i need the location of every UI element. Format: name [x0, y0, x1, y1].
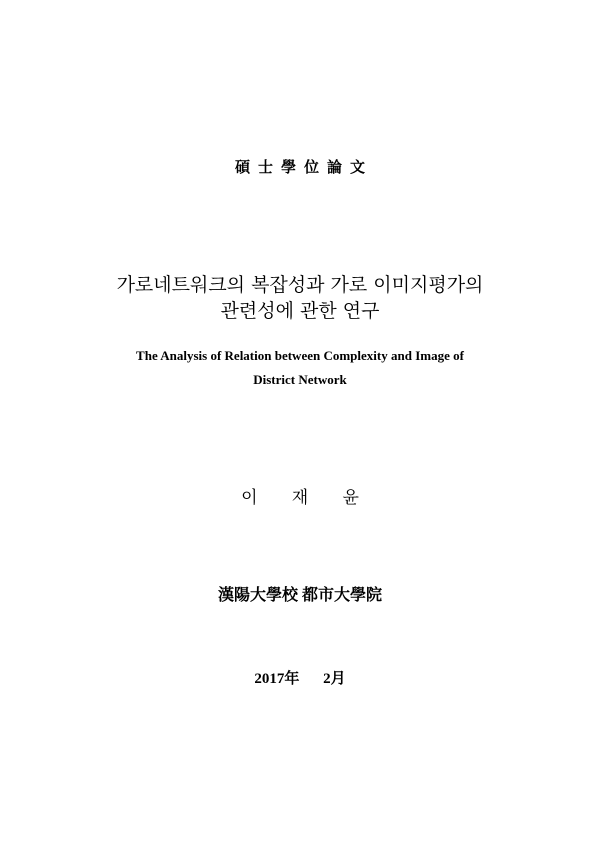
submission-date: 2017年 2月 — [254, 671, 346, 687]
institution-name: 漢陽大學校 都市大學院 — [217, 587, 382, 604]
title-english-line-2: District Network — [253, 372, 347, 387]
author-name: 이 재 윤 — [241, 488, 359, 507]
title-korean-line-2: 관련성에 관한 연구 — [220, 300, 380, 322]
title-korean-line-1: 가로네트워크의 복잡성과 가로 이미지평가의 — [116, 274, 484, 296]
title-english-line-1: The Analysis of Relation between Complexity and Image of — [136, 348, 464, 363]
degree-label: 碩士學位論文 — [234, 160, 373, 176]
